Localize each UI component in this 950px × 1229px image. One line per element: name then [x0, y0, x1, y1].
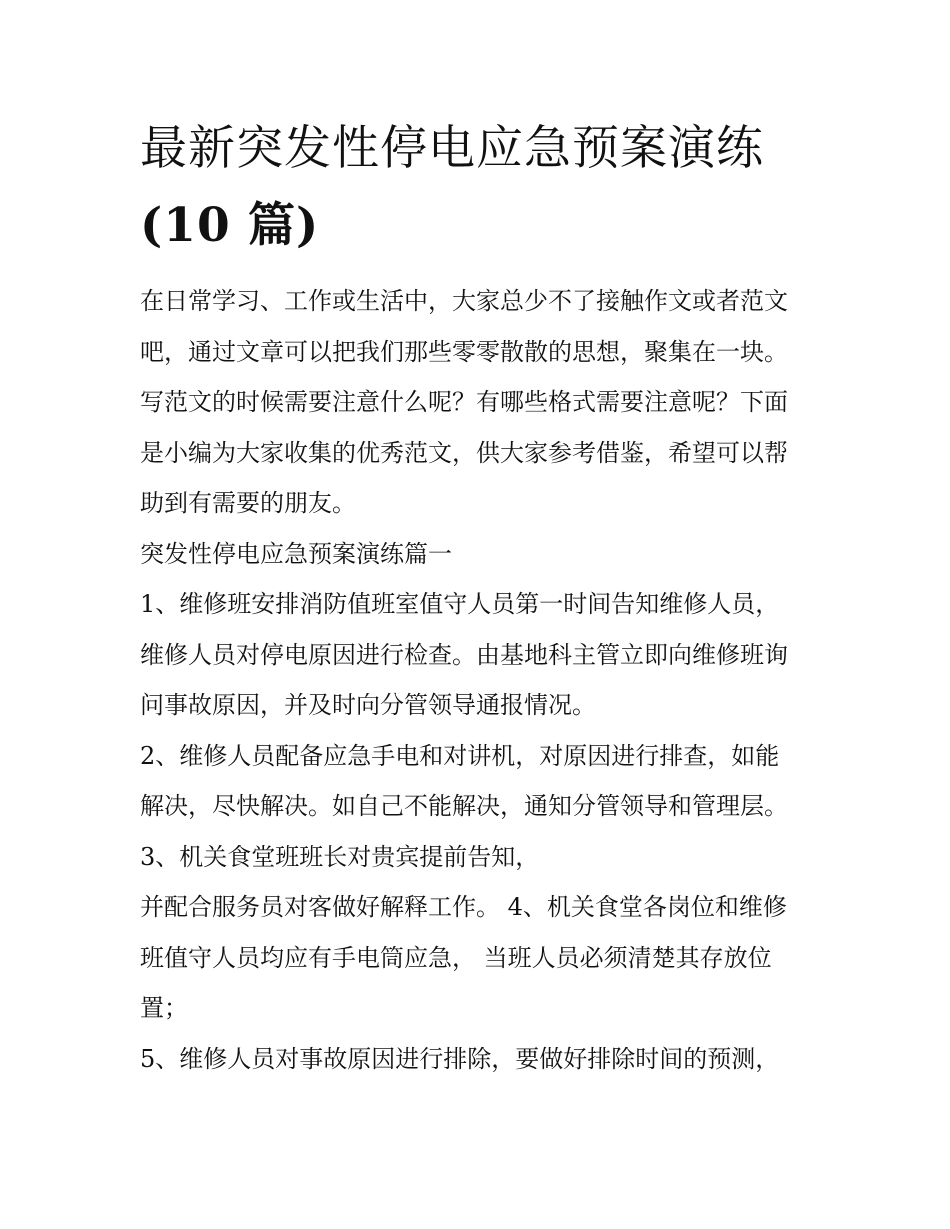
list-item-line: 3、机关食堂班班长对贵宾提前告知，: [140, 842, 540, 871]
list-item-line: 2、维修人员配备应急手电和对讲机，对原因进行排查，如能: [140, 741, 780, 770]
section-heading: [140, 529, 820, 580]
intro-paragraph: [140, 276, 820, 529]
intro-line: 助到有需要的朋友。: [140, 489, 356, 517]
list-item-2: [140, 731, 820, 832]
document-body: [140, 276, 820, 1084]
list-item-line: 并配合服务员对客做好解释工作。 4、机关食堂各岗位和维修: [140, 893, 787, 921]
intro-line: 在日常学习、工作或生活中，大家总少不了接触作文或者范文: [140, 287, 788, 315]
list-item-1: [140, 579, 820, 731]
document-title: [140, 110, 820, 264]
list-item-line: 问事故原因，并及时向分管领导通报情况。: [140, 691, 596, 719]
list-item-line: 维修人员对停电原因进行检查。由基地科主管立即向维修班询: [140, 640, 788, 669]
list-item-3: [140, 832, 820, 1034]
list-item-line: 1、维修班安排消防值班室值守人员第一时间告知维修人员，: [140, 590, 780, 618]
list-item-line: 班值守人员均应有手电筒应急， 当班人员必须清楚其存放位: [140, 943, 772, 972]
intro-line: 是小编为大家收集的优秀范文，供大家参考借鉴，希望可以帮: [140, 438, 788, 467]
list-item-line: 解决，尽快解决。如自己不能解决，通知分管领导和管理层。: [140, 792, 788, 820]
list-item-line: 5、维修人员对事故原因进行排除，要做好排除时间的预测，: [140, 1044, 780, 1073]
title-line-2: (10 篇): [140, 198, 320, 253]
list-item-line: 置；: [140, 994, 188, 1022]
list-item-5: [140, 1034, 820, 1085]
section-heading-text: 突发性停电应急预案演练篇一: [140, 539, 452, 568]
intro-line: 写范文的时候需要注意什么呢？有哪些格式需要注意呢？下面: [140, 388, 788, 416]
intro-line: 吧，通过文章可以把我们那些零零散散的思想，聚集在一块。: [140, 337, 788, 366]
title-line-1: 最新突发性停电应急预案演练: [140, 121, 764, 176]
